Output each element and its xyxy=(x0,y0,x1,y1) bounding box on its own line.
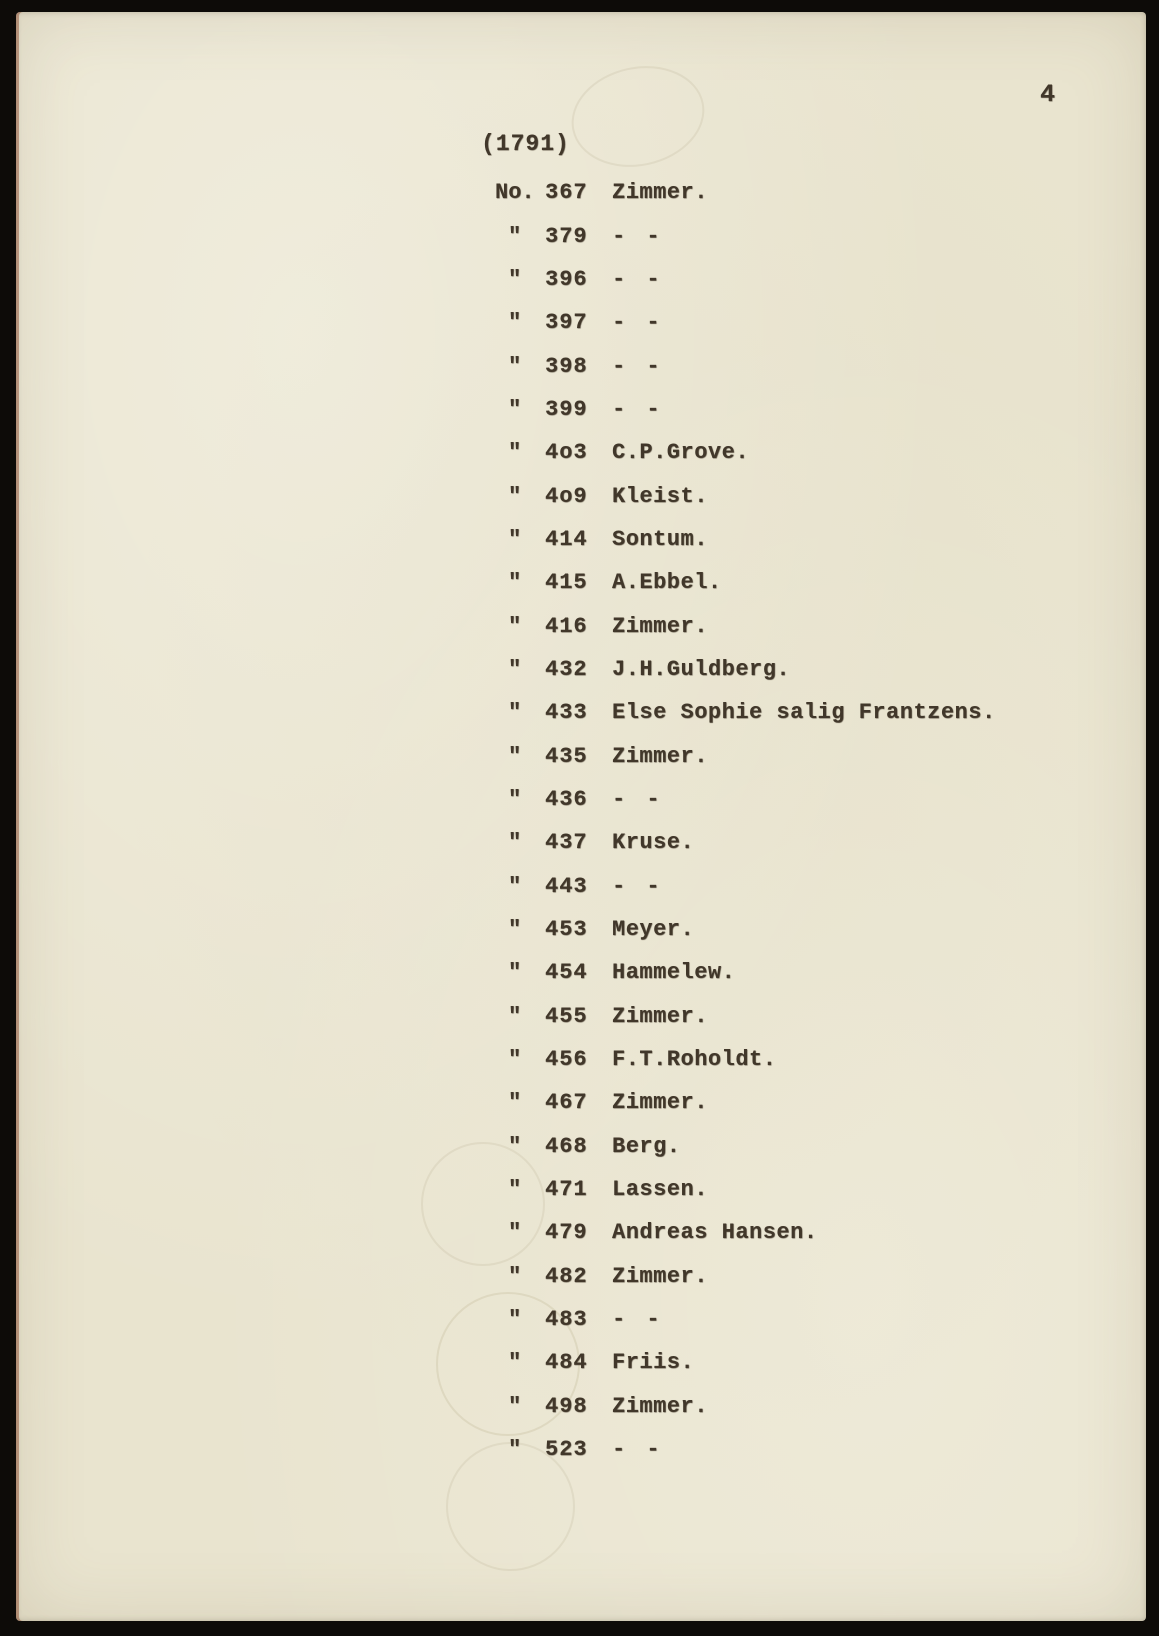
entry-prefix: " xyxy=(508,1133,522,1159)
entry-number: 523 xyxy=(545,1437,588,1463)
entry-prefix: " xyxy=(508,873,522,899)
entry-number: 484 xyxy=(545,1350,588,1376)
entry-number: 432 xyxy=(545,656,588,682)
entry-row xyxy=(495,1341,1095,1384)
entry-prefix: " xyxy=(508,960,522,986)
entry-name: Lassen. xyxy=(612,1177,708,1203)
entry-name: - - xyxy=(612,223,664,249)
entry-prefix: " xyxy=(508,1177,522,1203)
entry-row xyxy=(495,1081,1095,1124)
entry-prefix: " xyxy=(508,830,522,856)
entry-number: 443 xyxy=(545,873,588,899)
year-heading: (1791) xyxy=(481,131,570,157)
entry-row xyxy=(495,778,1095,821)
entry-name: - - xyxy=(612,873,664,899)
entry-name: Else Sophie salig Frantzens. xyxy=(612,700,996,726)
entry-prefix: " xyxy=(508,1437,522,1463)
page-number: 4 xyxy=(1040,80,1056,109)
entry-name: Meyer. xyxy=(612,917,695,943)
entry-name: Zimmer. xyxy=(612,1090,708,1116)
entry-number: 435 xyxy=(545,743,588,769)
entry-name: - - xyxy=(612,353,664,379)
entry-row xyxy=(495,518,1095,561)
entry-row xyxy=(495,1038,1095,1081)
entry-row xyxy=(495,1211,1095,1254)
entry-row xyxy=(495,691,1095,734)
entry-number: 416 xyxy=(545,613,588,639)
entry-row xyxy=(495,258,1095,301)
entry-number: 414 xyxy=(545,526,588,552)
entry-prefix: " xyxy=(508,570,522,596)
entry-prefix: " xyxy=(508,700,522,726)
entry-prefix: " xyxy=(508,1350,522,1376)
entry-name: - - xyxy=(612,310,664,336)
entry-list xyxy=(495,171,1095,1471)
entry-prefix: " xyxy=(508,917,522,943)
entry-row xyxy=(495,1125,1095,1168)
entry-prefix: " xyxy=(508,656,522,682)
entry-number: 454 xyxy=(545,960,588,986)
entry-row xyxy=(495,1298,1095,1341)
entry-name: Friis. xyxy=(612,1350,695,1376)
entry-prefix: " xyxy=(508,613,522,639)
entry-number: 4o3 xyxy=(545,440,588,466)
entry-number: 396 xyxy=(545,266,588,292)
entry-prefix: " xyxy=(508,1307,522,1333)
entry-row xyxy=(495,344,1095,387)
entry-row xyxy=(495,431,1095,474)
entry-name: Hammelew. xyxy=(612,960,736,986)
entry-number: 433 xyxy=(545,700,588,726)
entry-row xyxy=(495,821,1095,864)
entry-name: - - xyxy=(612,396,664,422)
entry-row xyxy=(495,1255,1095,1298)
entry-number: 4o9 xyxy=(545,483,588,509)
entry-prefix: " xyxy=(508,1003,522,1029)
entry-number: 483 xyxy=(545,1307,588,1333)
entry-name: Berg. xyxy=(612,1133,681,1159)
entry-name: Kruse. xyxy=(612,830,695,856)
entry-number: 436 xyxy=(545,786,588,812)
entry-row xyxy=(495,388,1095,431)
entry-prefix: " xyxy=(508,786,522,812)
entry-number: 453 xyxy=(545,917,588,943)
entry-name: Andreas Hansen. xyxy=(612,1220,818,1246)
entry-prefix: " xyxy=(508,396,522,422)
entry-prefix: " xyxy=(508,743,522,769)
entry-prefix: " xyxy=(508,223,522,249)
entry-prefix: No. xyxy=(495,180,535,206)
entry-number: 399 xyxy=(545,396,588,422)
entry-number: 498 xyxy=(545,1393,588,1419)
entry-row xyxy=(495,1428,1095,1471)
entry-name: Sontum. xyxy=(612,526,708,552)
entry-prefix: " xyxy=(508,1393,522,1419)
entry-number: 437 xyxy=(545,830,588,856)
entry-number: 379 xyxy=(545,223,588,249)
entry-name: Zimmer. xyxy=(612,1393,708,1419)
entry-row xyxy=(495,908,1095,951)
entry-prefix: " xyxy=(508,483,522,509)
entry-row xyxy=(495,951,1095,994)
entry-number: 455 xyxy=(545,1003,588,1029)
entry-name: - - xyxy=(612,786,664,812)
entry-name: Kleist. xyxy=(612,483,708,509)
entry-row xyxy=(495,604,1095,647)
entry-row xyxy=(495,1168,1095,1211)
entry-number: 468 xyxy=(545,1133,588,1159)
entry-row xyxy=(495,648,1095,691)
entry-number: 479 xyxy=(545,1220,588,1246)
entry-row xyxy=(495,995,1095,1038)
entry-row xyxy=(495,214,1095,257)
entry-name: Zimmer. xyxy=(612,1263,708,1289)
entry-prefix: " xyxy=(508,1090,522,1116)
entry-number: 456 xyxy=(545,1047,588,1073)
entry-prefix: " xyxy=(508,266,522,292)
entry-number: 482 xyxy=(545,1263,588,1289)
entry-row xyxy=(495,171,1095,214)
entry-row xyxy=(495,561,1095,604)
entry-prefix: " xyxy=(508,1263,522,1289)
entry-prefix: " xyxy=(508,440,522,466)
entry-number: 467 xyxy=(545,1090,588,1116)
entry-name: Zimmer. xyxy=(612,743,708,769)
entry-name: Zimmer. xyxy=(612,613,708,639)
entry-name: Zimmer. xyxy=(612,180,708,206)
entry-row xyxy=(495,1385,1095,1428)
entry-name: C.P.Grove. xyxy=(612,440,750,466)
entry-name: A.Ebbel. xyxy=(612,570,722,596)
entry-prefix: " xyxy=(508,353,522,379)
entry-name: J.H.Guldberg. xyxy=(612,656,791,682)
entry-prefix: " xyxy=(508,1047,522,1073)
entry-row xyxy=(495,734,1095,777)
entry-name: Zimmer. xyxy=(612,1003,708,1029)
entry-name: F.T.Roholdt. xyxy=(612,1047,777,1073)
entry-number: 471 xyxy=(545,1177,588,1203)
entry-prefix: " xyxy=(508,526,522,552)
entry-number: 398 xyxy=(545,353,588,379)
entry-row xyxy=(495,301,1095,344)
entry-number: 415 xyxy=(545,570,588,596)
entry-number: 367 xyxy=(545,180,588,206)
paper-watermark xyxy=(562,54,714,179)
entry-row xyxy=(495,865,1095,908)
entry-prefix: " xyxy=(508,1220,522,1246)
entry-name: - - xyxy=(612,1437,664,1463)
entry-name: - - xyxy=(612,1307,664,1333)
entry-prefix: " xyxy=(508,310,522,336)
entry-row xyxy=(495,474,1095,517)
entry-number: 397 xyxy=(545,310,588,336)
entry-name: - - xyxy=(612,266,664,292)
